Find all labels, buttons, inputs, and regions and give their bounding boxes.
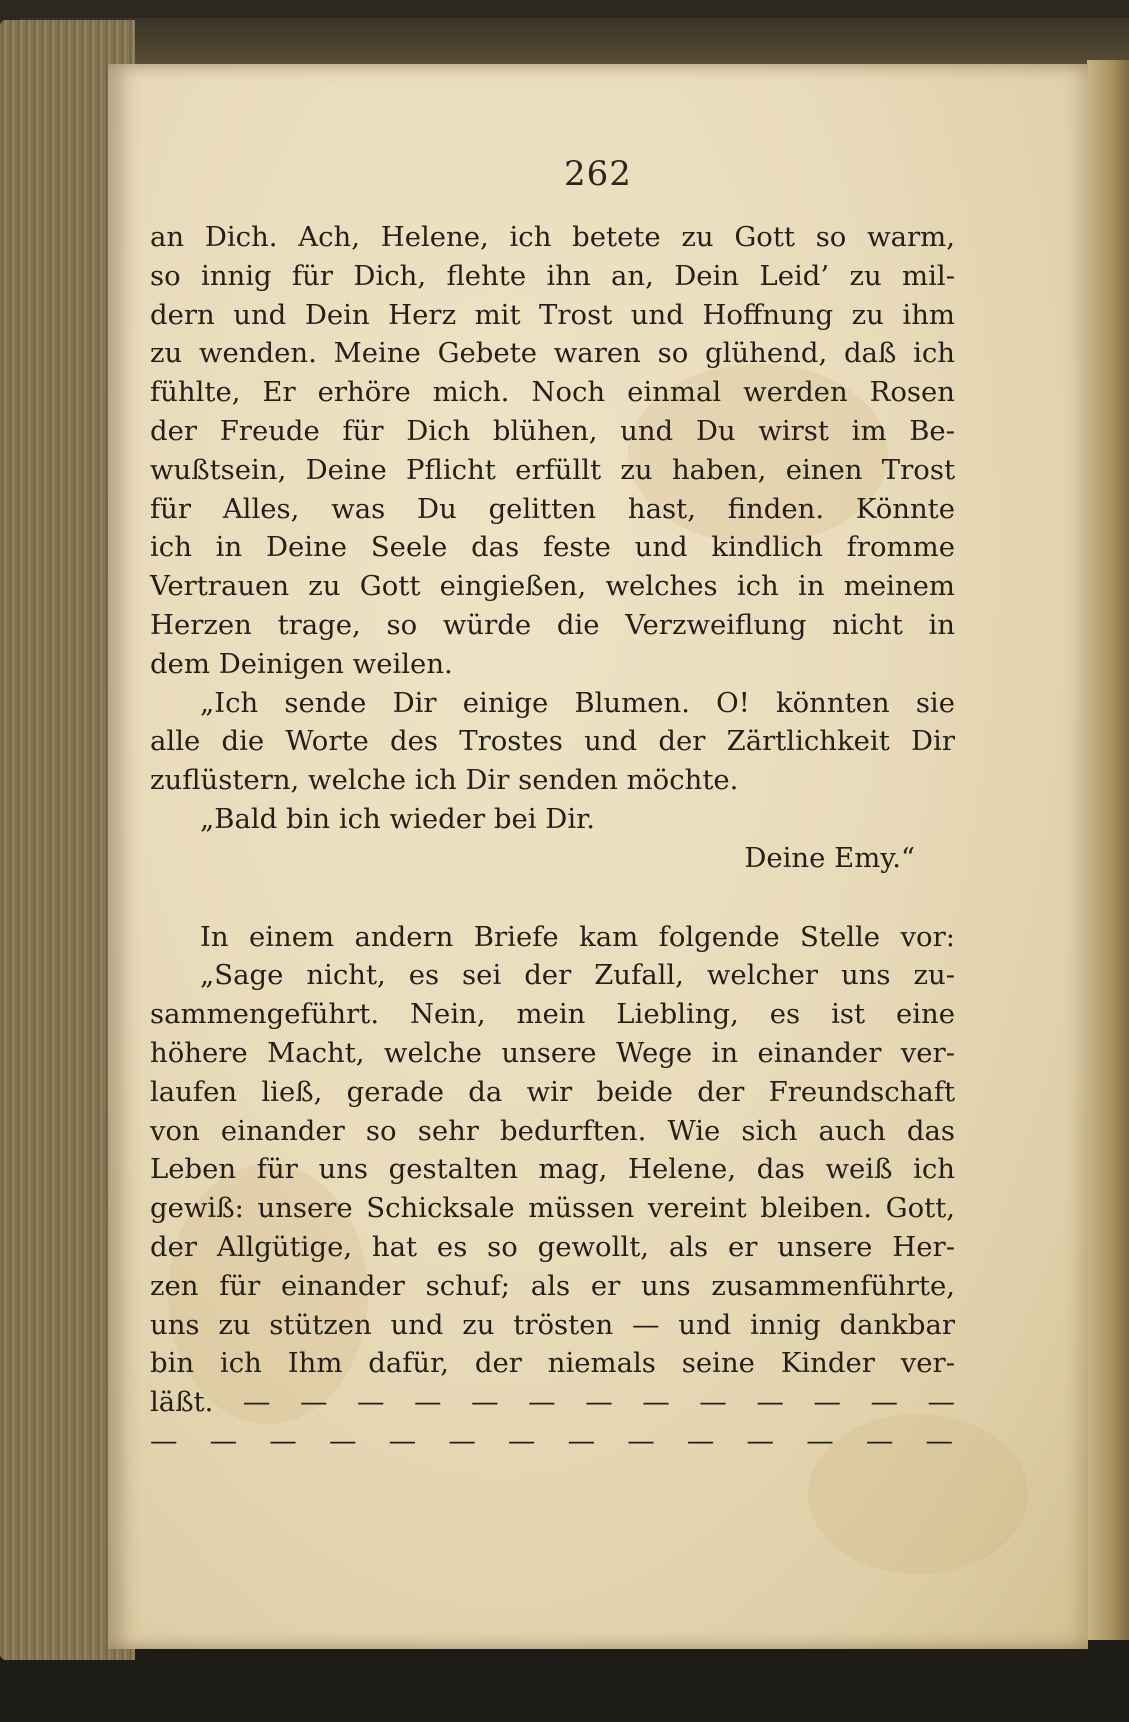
page-number: 262: [564, 154, 632, 194]
text-line: Leben für uns gestalten mag, Helene, das weiß ich: [150, 1153, 955, 1186]
text-line: zuflüstern, welche ich Dir senden möchte.: [150, 764, 739, 797]
text-line: sammengeführt. Nein, mein Liebling, es ist eine: [150, 998, 955, 1031]
book-gutter: [1087, 60, 1129, 1640]
text-line: bin ich Ihm dafür, der niemals seine Kinder ver-: [150, 1347, 955, 1380]
text-line: der Freude für Dich blühen, und Du wirst im Be-: [150, 414, 955, 447]
paragraph-gap: [150, 878, 955, 918]
text-line: fühlte, Er erhöre mich. Noch einmal werden Rosen: [150, 376, 955, 409]
text-line: laufen ließ, gerade da wir beide der Freundschaft: [150, 1075, 955, 1108]
text-line: „Bald bin ich wieder bei Dir.: [200, 802, 595, 835]
text-line: der Allgütige, hat es so gewollt, als er unsere Her-: [150, 1230, 955, 1263]
text-line: gewiß: unsere Schicksale müssen vereint bleiben. Gott,: [150, 1192, 955, 1225]
text-line: uns zu stützen und zu trösten — und innig dankbar: [150, 1308, 955, 1341]
text-line: höhere Macht, welche unsere Wege in einander ver-: [150, 1036, 955, 1069]
text-line: dem Deinigen weilen.: [150, 647, 453, 680]
text-line: „Ich sende Dir einige Blumen. O! könnten sie: [200, 686, 955, 719]
text-line: In einem andern Briefe kam folgende Stelle vor:: [200, 920, 955, 953]
text-line: für Alles, was Du gelitten hast, finden. Könnte: [150, 492, 955, 525]
dash-line: — — — — — — — — — — — — — —: [150, 1424, 955, 1457]
text-line: Herzen trage, so würde die Verzweiflung nicht in: [150, 608, 955, 641]
text-line: zu wenden. Meine Gebete waren so glühend, daß ich: [150, 337, 955, 370]
text-line: wußtsein, Deine Pflicht erfüllt zu haben, einen Trost: [150, 453, 955, 486]
text-line: zen für einander schuf; als er uns zusammenführte,: [150, 1269, 955, 1302]
letter-signature: Deine Emy.“: [744, 841, 915, 874]
text-line: an Dich. Ach, Helene, ich betete zu Gott so warm,: [150, 221, 955, 253]
text-line: von einander so sehr bedurften. Wie sich auch das: [150, 1114, 955, 1147]
book-cover-top: [20, 18, 1129, 68]
text-line: dern und Dein Herz mit Trost und Hoffnung zu ihm: [150, 298, 955, 331]
text-line: alle die Worte des Trostes und der Zärtlichkeit Dir: [150, 725, 955, 758]
text-line: läßt. — — — — — — — — — — — — —: [150, 1386, 955, 1419]
text-line: ich in Deine Seele das feste und kindlich fromme: [150, 531, 955, 564]
page-text: [150, 218, 955, 1461]
text-line: Vertrauen zu Gott eingießen, welches ich in meinem: [150, 570, 955, 603]
text-line: „Sage nicht, es sei der Zufall, welcher uns zu-: [200, 959, 955, 992]
text-line: so innig für Dich, flehte ihn an, Dein Leid’ zu mil-: [150, 259, 955, 292]
